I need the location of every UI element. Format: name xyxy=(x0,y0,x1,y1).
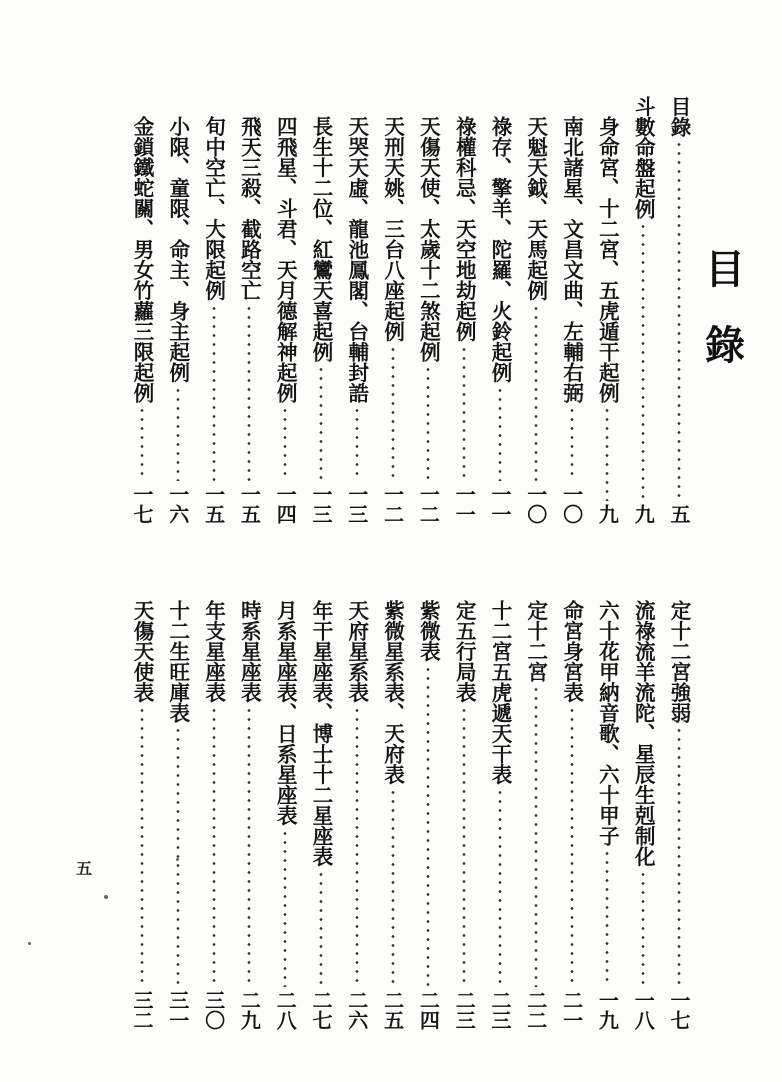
toc-entry xyxy=(270,96,300,524)
toc-entry-page: 一六 xyxy=(165,484,190,524)
toc-entry-page: 二五 xyxy=(380,990,405,1030)
leader-dots xyxy=(605,406,609,501)
toc-entry xyxy=(306,600,336,1030)
toc-entry xyxy=(199,96,229,524)
toc-entry xyxy=(664,96,694,524)
leader-dots xyxy=(140,406,144,481)
toc-entry-page: 一三 xyxy=(309,484,333,524)
leader-dots xyxy=(498,788,502,988)
toc-entry-page: 二七 xyxy=(309,990,333,1030)
toc-entry-title: 斗數命盤起例 xyxy=(631,96,656,219)
leader-dots xyxy=(534,685,538,987)
toc-entry-title: 十二宮五虎遞天干表 xyxy=(488,600,512,785)
toc-entry-title: 年干星座表、博士十二星座表 xyxy=(309,600,333,867)
leader-dots xyxy=(641,870,645,988)
leader-dots xyxy=(212,706,216,988)
toc-entry-page: 五 xyxy=(667,504,691,524)
title-char-1: 目 xyxy=(705,246,745,293)
toc-entry-title: 定五行局表 xyxy=(452,600,477,703)
toc-entry xyxy=(163,96,193,524)
toc-entry-page: 二三 xyxy=(452,990,477,1030)
toc-entry-page: 二六 xyxy=(344,990,369,1030)
toc-entry-title: 旬中空亡、大限起例 xyxy=(201,116,226,301)
leader-dots xyxy=(283,406,287,481)
toc-entry xyxy=(592,600,622,1030)
title-char-2: 錄 xyxy=(705,322,745,369)
toc-entry xyxy=(270,600,300,1030)
toc-entry-page: 一〇 xyxy=(559,484,584,524)
leader-dots xyxy=(355,706,359,988)
toc-entry xyxy=(557,96,587,524)
toc-entry-page: 二四 xyxy=(416,990,441,1030)
leader-dots xyxy=(426,665,430,988)
toc-entry-title: 目錄 xyxy=(667,96,691,137)
toc-entry xyxy=(628,96,658,524)
toc-entry xyxy=(342,96,372,524)
toc-entry-page: 三二 xyxy=(130,990,154,1030)
toc-entry xyxy=(664,600,694,1030)
toc-entry xyxy=(485,96,515,524)
toc-entry-page: 一二 xyxy=(416,484,441,524)
page-number: 五 xyxy=(76,859,93,878)
leader-dots xyxy=(391,788,395,988)
toc-entry-title: 南北諸星、文昌文曲、左輔右弼 xyxy=(559,116,584,403)
leader-dots xyxy=(462,706,466,988)
toc-entry-title: 命宮身宮表 xyxy=(559,600,584,703)
toc-entry-page: 二八 xyxy=(273,990,298,1030)
toc-entry-page: 一五 xyxy=(237,484,262,524)
toc-entry-page: 一七 xyxy=(667,990,691,1030)
leader-dots xyxy=(319,870,323,988)
leader-dots xyxy=(176,386,180,482)
toc-entry-page: 二九 xyxy=(237,990,262,1030)
toc-entry-page: 一二 xyxy=(380,484,405,524)
toc-entry-title: 小限、童限、命主、身主起例 xyxy=(165,116,190,383)
toc-entry-title: 年支星座表 xyxy=(201,600,226,703)
toc-entry xyxy=(163,600,193,1030)
toc-entry-title: 定十二宮 xyxy=(523,600,548,682)
leader-dots xyxy=(140,706,144,988)
leader-dots xyxy=(534,304,538,482)
leader-dots xyxy=(462,345,466,482)
leader-dots xyxy=(355,406,359,481)
toc-entry xyxy=(557,600,587,1030)
toc-entry-page: 一四 xyxy=(273,484,298,524)
toc-entry-title: 天傷天使、太歲十二煞起例 xyxy=(416,116,441,362)
toc-entry-page: 一九 xyxy=(595,990,620,1030)
page-title xyxy=(700,232,750,384)
toc-entry xyxy=(342,600,372,1030)
toc-entry-title: 四飛星、斗君、天月德解神起例 xyxy=(273,116,298,403)
leader-dots xyxy=(570,706,574,988)
leader-dots xyxy=(570,406,574,481)
toc-entry-title: 紫微表 xyxy=(416,600,441,662)
toc-entry xyxy=(449,96,479,524)
toc-entry-page: 九 xyxy=(595,504,620,524)
toc-entry-page: 九 xyxy=(631,504,656,524)
leader-dots xyxy=(641,222,645,501)
toc-entry xyxy=(234,96,264,524)
toc-entry-page: 二二 xyxy=(523,990,548,1030)
toc-entry xyxy=(413,96,443,524)
toc-entry-title: 流祿流羊流陀、星辰生剋制化 xyxy=(631,600,656,867)
toc-entry xyxy=(378,600,408,1030)
leader-dots xyxy=(247,706,251,988)
leader-dots xyxy=(176,726,180,987)
toc-entry-page: 一三 xyxy=(344,484,369,524)
toc-entry xyxy=(521,96,551,524)
toc-entry xyxy=(521,600,551,1030)
toc-entry-page: 一八 xyxy=(631,990,656,1030)
ink-speck xyxy=(104,895,108,899)
toc-entry-title: 十二生旺庫表 xyxy=(165,600,190,723)
toc-entry xyxy=(449,600,479,1030)
leader-dots xyxy=(247,304,251,482)
toc-entry-page: 一〇 xyxy=(523,484,548,524)
toc-entry-title: 天府星系表 xyxy=(344,600,369,703)
toc-entry-title: 祿權科忌、天空地劫起例 xyxy=(452,116,477,342)
toc-entry-title: 定十二宮強弱 xyxy=(667,600,691,723)
toc-entry-page: 一一 xyxy=(488,484,512,524)
toc-entry-title: 祿存、擎羊、陀羅、火鈴起例 xyxy=(488,116,512,383)
toc-entry-page: 一五 xyxy=(201,484,226,524)
toc-entry xyxy=(199,600,229,1030)
toc-entry xyxy=(127,600,157,1030)
toc-entry-page: 三〇 xyxy=(201,990,226,1030)
toc-entry-title: 天刑天姚、三台八座起例 xyxy=(380,116,405,342)
toc-entry-title: 金鎖鐵蛇關、男女竹蘿三限起例 xyxy=(130,116,154,403)
leader-dots xyxy=(319,365,323,481)
toc-entry xyxy=(378,96,408,524)
ink-speck xyxy=(28,942,31,945)
toc-entry-title: 月系星座表、日系星座表 xyxy=(273,600,298,826)
leader-dots xyxy=(498,386,502,482)
toc-entry xyxy=(413,600,443,1030)
toc-entry xyxy=(592,96,622,524)
toc-entry-title: 身命宮、十二宮、五虎遁干起例 xyxy=(595,116,620,403)
ink-speck xyxy=(176,858,179,861)
toc-entry xyxy=(306,96,336,524)
toc-entry-title: 六十花甲納音歌、六十甲子 xyxy=(595,600,620,846)
toc-entry-title: 天魁天鉞、天馬起例 xyxy=(523,116,548,301)
toc-entry-title: 紫微星系表、天府表 xyxy=(380,600,405,785)
toc-entry xyxy=(628,600,658,1030)
leader-dots xyxy=(677,140,681,501)
toc-entry-page: 二三 xyxy=(488,990,512,1030)
toc-entry-title: 天哭天虛、龍池鳳閣、台輔封誥 xyxy=(344,116,369,403)
toc-entry-title: 長生十二位、紅鸞天喜起例 xyxy=(309,116,333,362)
leader-dots xyxy=(391,345,395,482)
leader-dots xyxy=(212,304,216,482)
toc-entry xyxy=(127,96,157,524)
toc-entry xyxy=(234,600,264,1030)
leader-dots xyxy=(426,365,430,481)
toc-entry-title: 時系星座表 xyxy=(237,600,262,703)
leader-dots xyxy=(677,726,681,987)
leader-dots xyxy=(283,829,287,988)
toc-entry-page: 一一 xyxy=(452,484,477,524)
toc-entry-page: 二一 xyxy=(559,990,584,1030)
toc-entry-title: 天傷天使表 xyxy=(130,600,154,703)
toc-entry xyxy=(485,600,515,1030)
toc-entry-page: 三一 xyxy=(165,990,190,1030)
toc-entry-title: 飛天三殺、截路空亡 xyxy=(237,116,262,301)
toc-entry-page: 一七 xyxy=(130,484,154,524)
leader-dots xyxy=(605,849,609,987)
